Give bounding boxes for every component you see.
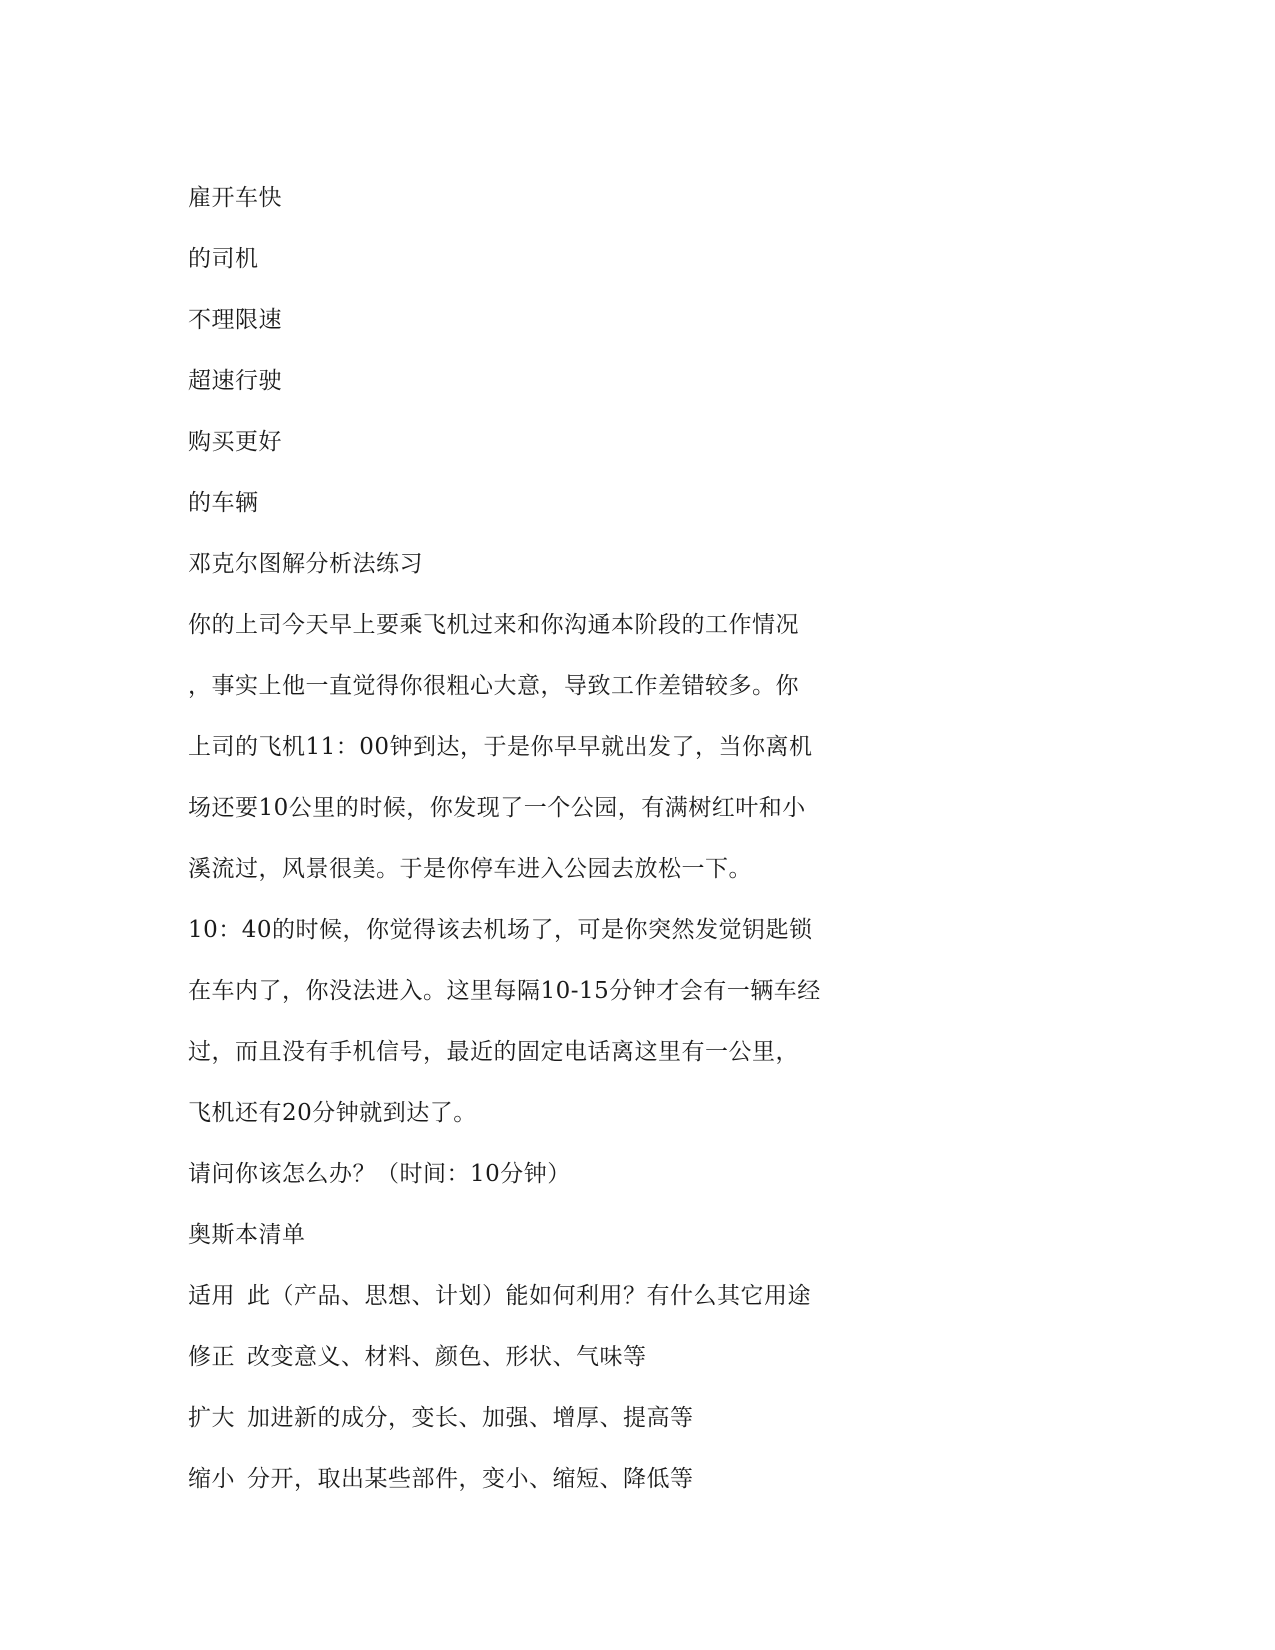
paragraph-line: 过，而且没有手机信号，最近的固定电话离这里有一公里， xyxy=(188,1039,799,1065)
checklist-term: 扩大 xyxy=(188,1405,235,1431)
checklist-item xyxy=(188,1449,888,1510)
text-line: 购买更好 xyxy=(188,429,282,455)
section-heading: 邓克尔图解分析法练习 xyxy=(188,551,423,577)
text-line: 的司机 xyxy=(188,246,259,272)
paragraph-line: 在车内了，你没法进入。这里每隔10-15分钟才会有一辆车经 xyxy=(188,978,821,1004)
document-body xyxy=(188,168,888,1510)
checklist-item xyxy=(188,1388,888,1449)
checklist-item xyxy=(188,1327,888,1388)
text-line: 不理限速 xyxy=(188,307,282,333)
paragraph-line: 你的上司今天早上要乘飞机过来和你沟通本阶段的工作情况 xyxy=(188,612,799,638)
paragraph-line: ，事实上他一直觉得你很粗心大意，导致工作差错较多。你 xyxy=(188,673,799,699)
checklist-desc: 改变意义、材料、颜色、形状、气味等 xyxy=(247,1344,647,1370)
paragraph-line: 场还要10公里的时候，你发现了一个公园，有满树红叶和小 xyxy=(188,795,806,821)
text-line: 雇开车快 xyxy=(188,185,282,211)
question-line: 请问你该怎么办？（时间：10分钟） xyxy=(188,1161,571,1187)
paragraph-line: 溪流过，风景很美。于是你停车进入公园去放松一下。 xyxy=(188,856,752,882)
paragraph-line: 上司的飞机11：00钟到达，于是你早早就出发了，当你离机 xyxy=(188,734,813,760)
checklist-desc: 加进新的成分，变长、加强、增厚、提高等 xyxy=(247,1405,694,1431)
checklist-item xyxy=(188,1266,888,1327)
checklist-desc: 分开，取出某些部件，变小、缩短、降低等 xyxy=(247,1466,694,1492)
paragraph-line: 飞机还有20分钟就到达了。 xyxy=(188,1100,477,1126)
text-line: 的车辆 xyxy=(188,490,259,516)
checklist-desc: 此（产品、思想、计划）能如何利用？有什么其它用途 xyxy=(247,1283,811,1309)
section-heading: 奥斯本清单 xyxy=(188,1222,306,1248)
text-line: 超速行驶 xyxy=(188,368,282,394)
checklist-term: 修正 xyxy=(188,1344,235,1370)
checklist-term: 缩小 xyxy=(188,1466,235,1492)
checklist-term: 适用 xyxy=(188,1283,235,1309)
paragraph-line: 10：40的时候，你觉得该去机场了，可是你突然发觉钥匙锁 xyxy=(188,917,813,943)
